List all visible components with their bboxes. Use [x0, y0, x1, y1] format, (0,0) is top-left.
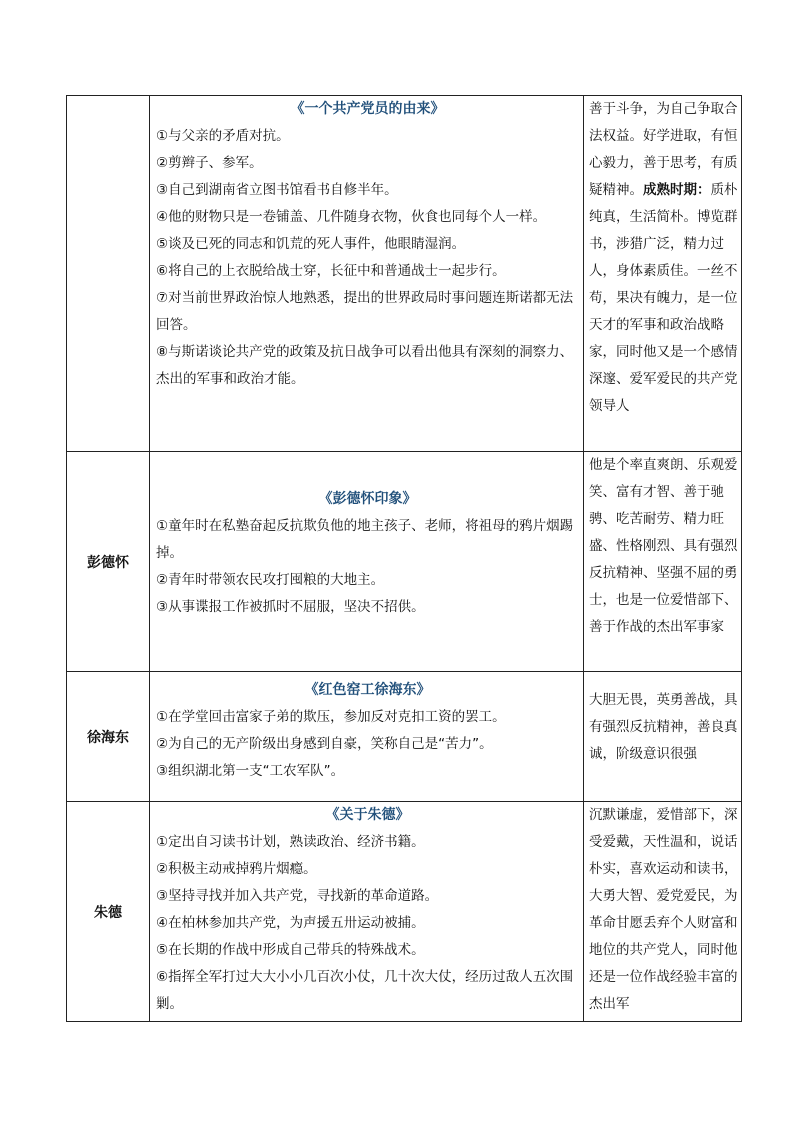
- table-row: [67, 452, 742, 672]
- table-row: [67, 96, 742, 452]
- trait-cell: 大胆无畏，英勇善战，具有强烈反抗精神，善良真诚，阶级意识很强: [584, 672, 742, 802]
- name-cell: 朱德: [67, 802, 150, 1022]
- list-item: ③坚持寻找并加入共产党，寻找新的革命道路。: [156, 888, 439, 904]
- list-item: ①童年时在私塾奋起反抗欺负他的地主孩子、老师，将祖母的鸦片烟踢掉。: [156, 518, 574, 561]
- list-item: ⑤谈及已死的同志和饥荒的死人事件，他眼睛湿润。: [156, 236, 466, 252]
- list-item: ④他的财物只是一卷铺盖、几件随身衣物，伙食也同每个人一样。: [156, 209, 547, 225]
- story-cell: [150, 452, 584, 672]
- story-title: 《彭德怀印象》: [318, 491, 417, 507]
- table-row: [67, 672, 742, 802]
- trait-text: 善于斗争，为自己争取合法权益。好学进取，有恒心毅力，善于思考，有质疑精神。: [589, 101, 738, 198]
- trait-cell: 他是个率直爽朗、乐观爱笑、富有才智、善于驰骋、吃苦耐劳、精力旺盛、性格刚烈、具有强烈反抗精神、坚强不屈的勇士，也是一位爱惜部下、善于作战的杰出军事家: [584, 452, 742, 672]
- list-item: ②剪辫子、参军。: [156, 155, 263, 171]
- story-cell: [150, 96, 584, 452]
- list-item: ①与父亲的矛盾对抗。: [156, 128, 290, 144]
- story-cell: [150, 672, 584, 802]
- name-cell: [67, 96, 150, 452]
- trait-text: 质朴纯真，生活简朴。博览群书，涉猎广泛，精力过人，身体素质佳。一丝不苟，果决有魄力，是一位天才的军事和政治战略家，同时他又是一个感情深邃、爱军爱民的共产党领导人: [589, 182, 738, 414]
- name-cell: 彭德怀: [67, 452, 150, 672]
- story-title: 《红色窑工徐海东》: [304, 681, 431, 698]
- list-item: ⑥指挥全军打过大大小小几百次小仗，几十次大仗，经历过敌人五次围剿。: [156, 969, 574, 1012]
- story-title: 《一个共产党员的由来》: [290, 101, 445, 117]
- list-item: ⑧与斯诺谈论共产党的政策及抗日战争可以看出他具有深刻的洞察力、杰出的军事和政治才能。: [156, 344, 574, 387]
- table-row: [67, 802, 742, 1022]
- trait-label: 成熟时期：: [643, 182, 711, 198]
- list-item: ②为自己的无产阶级出身感到自豪，笑称自己是“苦力”。: [156, 735, 493, 752]
- list-item: ②青年时带领农民攻打囤粮的大地主。: [156, 572, 385, 588]
- story-title: 《关于朱德》: [325, 807, 410, 823]
- list-item: ①在学堂回击富家子弟的欺压，参加反对克扣工资的罢工。: [156, 708, 506, 725]
- list-item: ③自己到湖南省立图书馆看书自修半年。: [156, 182, 398, 198]
- story-cell: [150, 802, 584, 1022]
- list-item: ④在柏林参加共产党，为声援五卅运动被捕。: [156, 915, 425, 931]
- name-cell: 徐海东: [67, 672, 150, 802]
- list-item: ③从事谍报工作被抓时不屈服，坚决不招供。: [156, 599, 425, 615]
- trait-cell: 沉默谦虚，爱惜部下，深受爱戴，天性温和，说话朴实，喜欢运动和读书，大勇大智、爱党爱民，为革命甘愿丢弃个人财富和地位的共产党人，同时他还是一位作战经验丰富的杰出军: [584, 802, 742, 1022]
- list-item: ②积极主动戒掉鸦片烟瘾。: [156, 861, 317, 877]
- list-item: ③组织湖北第一支“工农军队”。: [156, 762, 345, 779]
- list-item: ⑦对当前世界政治惊人地熟悉，提出的世界政局时事问题连斯诺都无法回答。: [156, 290, 574, 333]
- list-item: ⑥将自己的上衣脱给战士穿，长征中和普通战士一起步行。: [156, 263, 506, 279]
- list-item: ①定出自习读书计划，熟读政治、经济书籍。: [156, 834, 425, 850]
- list-item: ⑤在长期的作战中形成自己带兵的特殊战术。: [156, 942, 425, 958]
- trait-cell: [584, 96, 742, 452]
- character-table: [66, 95, 742, 1022]
